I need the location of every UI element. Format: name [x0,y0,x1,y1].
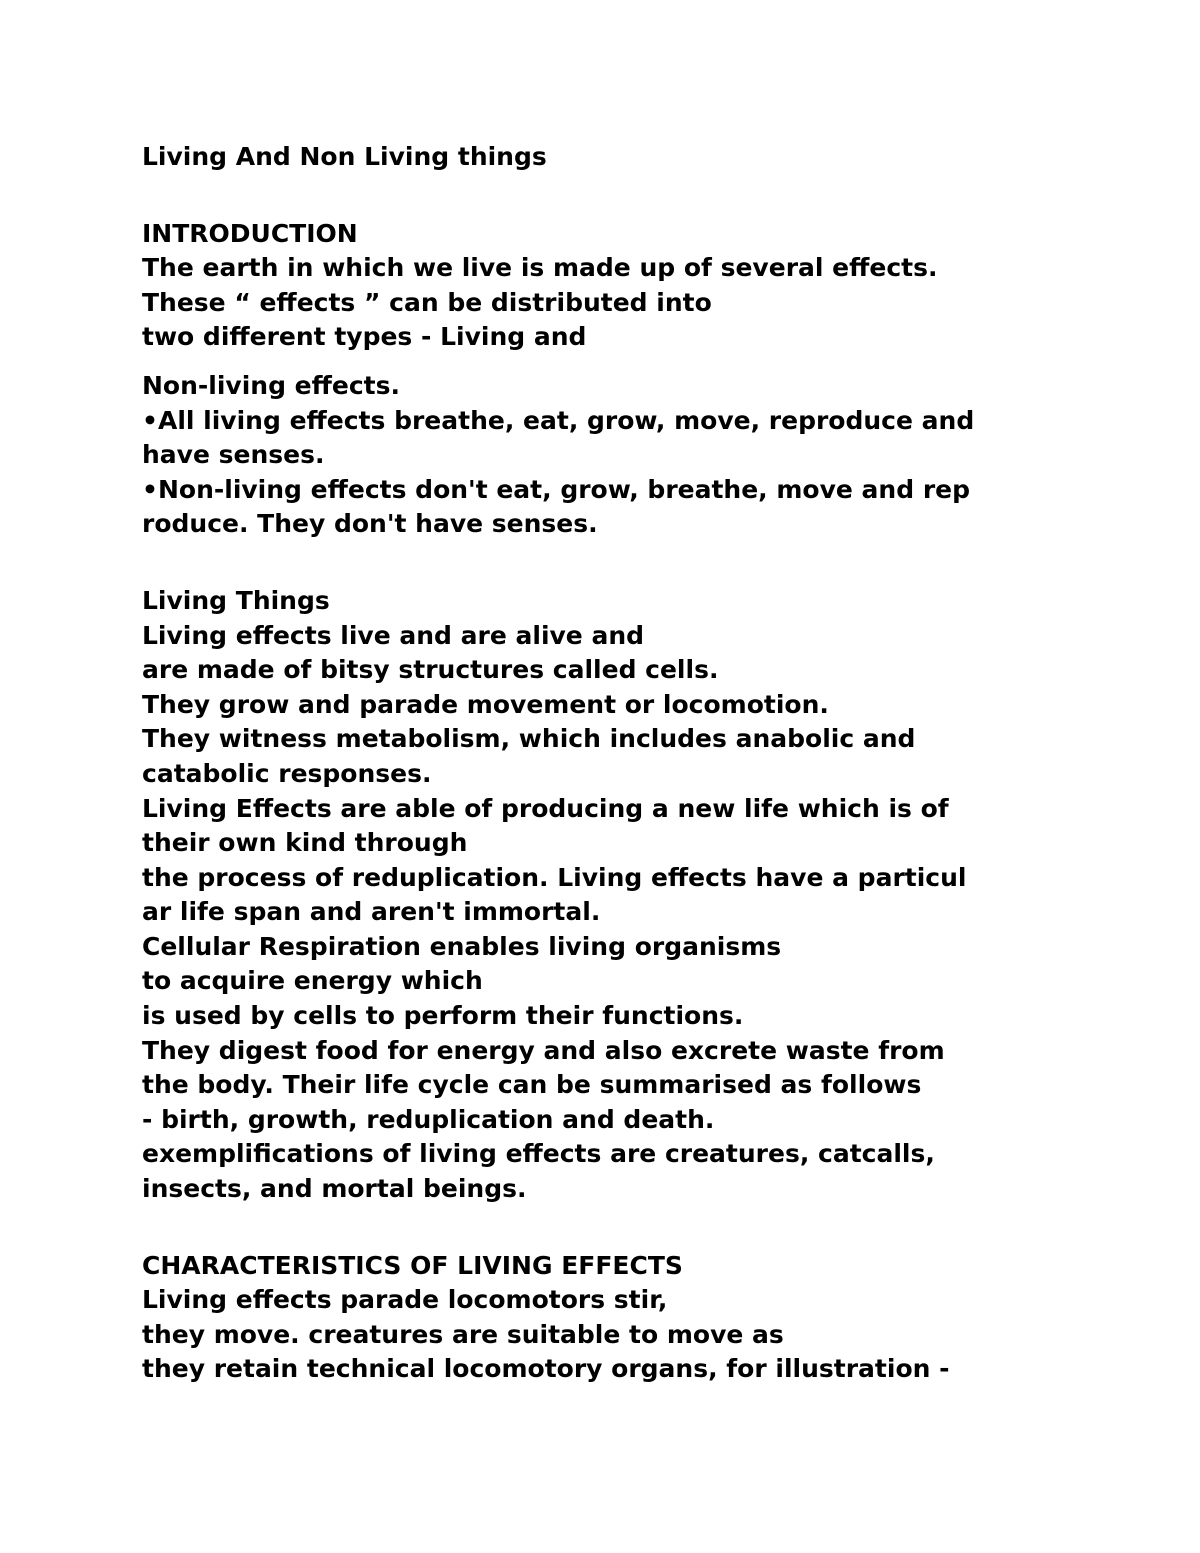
living-line: catabolic responses. [142,758,432,788]
living-line: They digest food for energy and also excrete waste from [142,1035,945,1065]
intro-line: These “ effects ” can be distributed into [142,287,712,317]
living-line: They witness metabolism, which includes anabolic and [142,724,916,754]
living-line: exemplifications of living effects are creatures, catcalls, [142,1139,935,1169]
document-body [142,140,1142,1387]
living-line: - birth, growth, reduplication and death. [142,1104,715,1134]
intro-bullet-line: roduce. They don't have senses. [142,509,598,539]
living-line: Living effects live and are alive and [142,620,645,650]
intro-line: The earth in which we live is made up of several effects. [142,253,938,283]
living-line: ar life span and aren't immortal. [142,897,601,927]
living-line: the body. Their life cycle can be summarised as follows [142,1070,922,1100]
living-line: their own kind through [142,828,468,858]
living-line: Living Effects are able of producing a new life which is of [142,793,949,823]
intro-line: two different types - Living and [142,322,587,352]
living-line: is used by cells to perform their functions. [142,1001,744,1031]
spacer [142,175,1142,217]
characteristics-heading: CHARACTERISTICS OF LIVING EFFECTS [142,1250,683,1280]
living-line: are made of bitsy structures called cells. [142,655,719,685]
living-line: the process of reduplication. Living effects have a particul [142,862,967,892]
spacer [142,542,1142,584]
spacer [142,355,1142,369]
characteristics-line: they retain technical locomotory organs, for illustration - [142,1354,950,1384]
living-line: insects, and mortal beings. [142,1174,527,1204]
intro-bullet-line: •All living effects breathe, eat, grow, move, reproduce and [142,405,975,435]
intro-bullet-line: have senses. [142,440,325,470]
characteristics-line: they move. creatures are suitable to move as [142,1319,784,1349]
intro-bullet-line: •Non-living effects don't eat, grow, breathe, move and rep [142,474,971,504]
living-line: Cellular Respiration enables living organisms [142,931,782,961]
living-line: to acquire energy which [142,966,483,996]
living-heading: Living Things [142,585,330,615]
spacer [142,1207,1142,1249]
living-line: They grow and parade movement or locomotion. [142,689,829,719]
intro-line: Non-living effects. [142,370,400,400]
characteristics-line: Living effects parade locomotors stir, [142,1285,668,1315]
document-title: Living And Non Living things [142,142,547,171]
intro-heading: INTRODUCTION [142,218,358,248]
